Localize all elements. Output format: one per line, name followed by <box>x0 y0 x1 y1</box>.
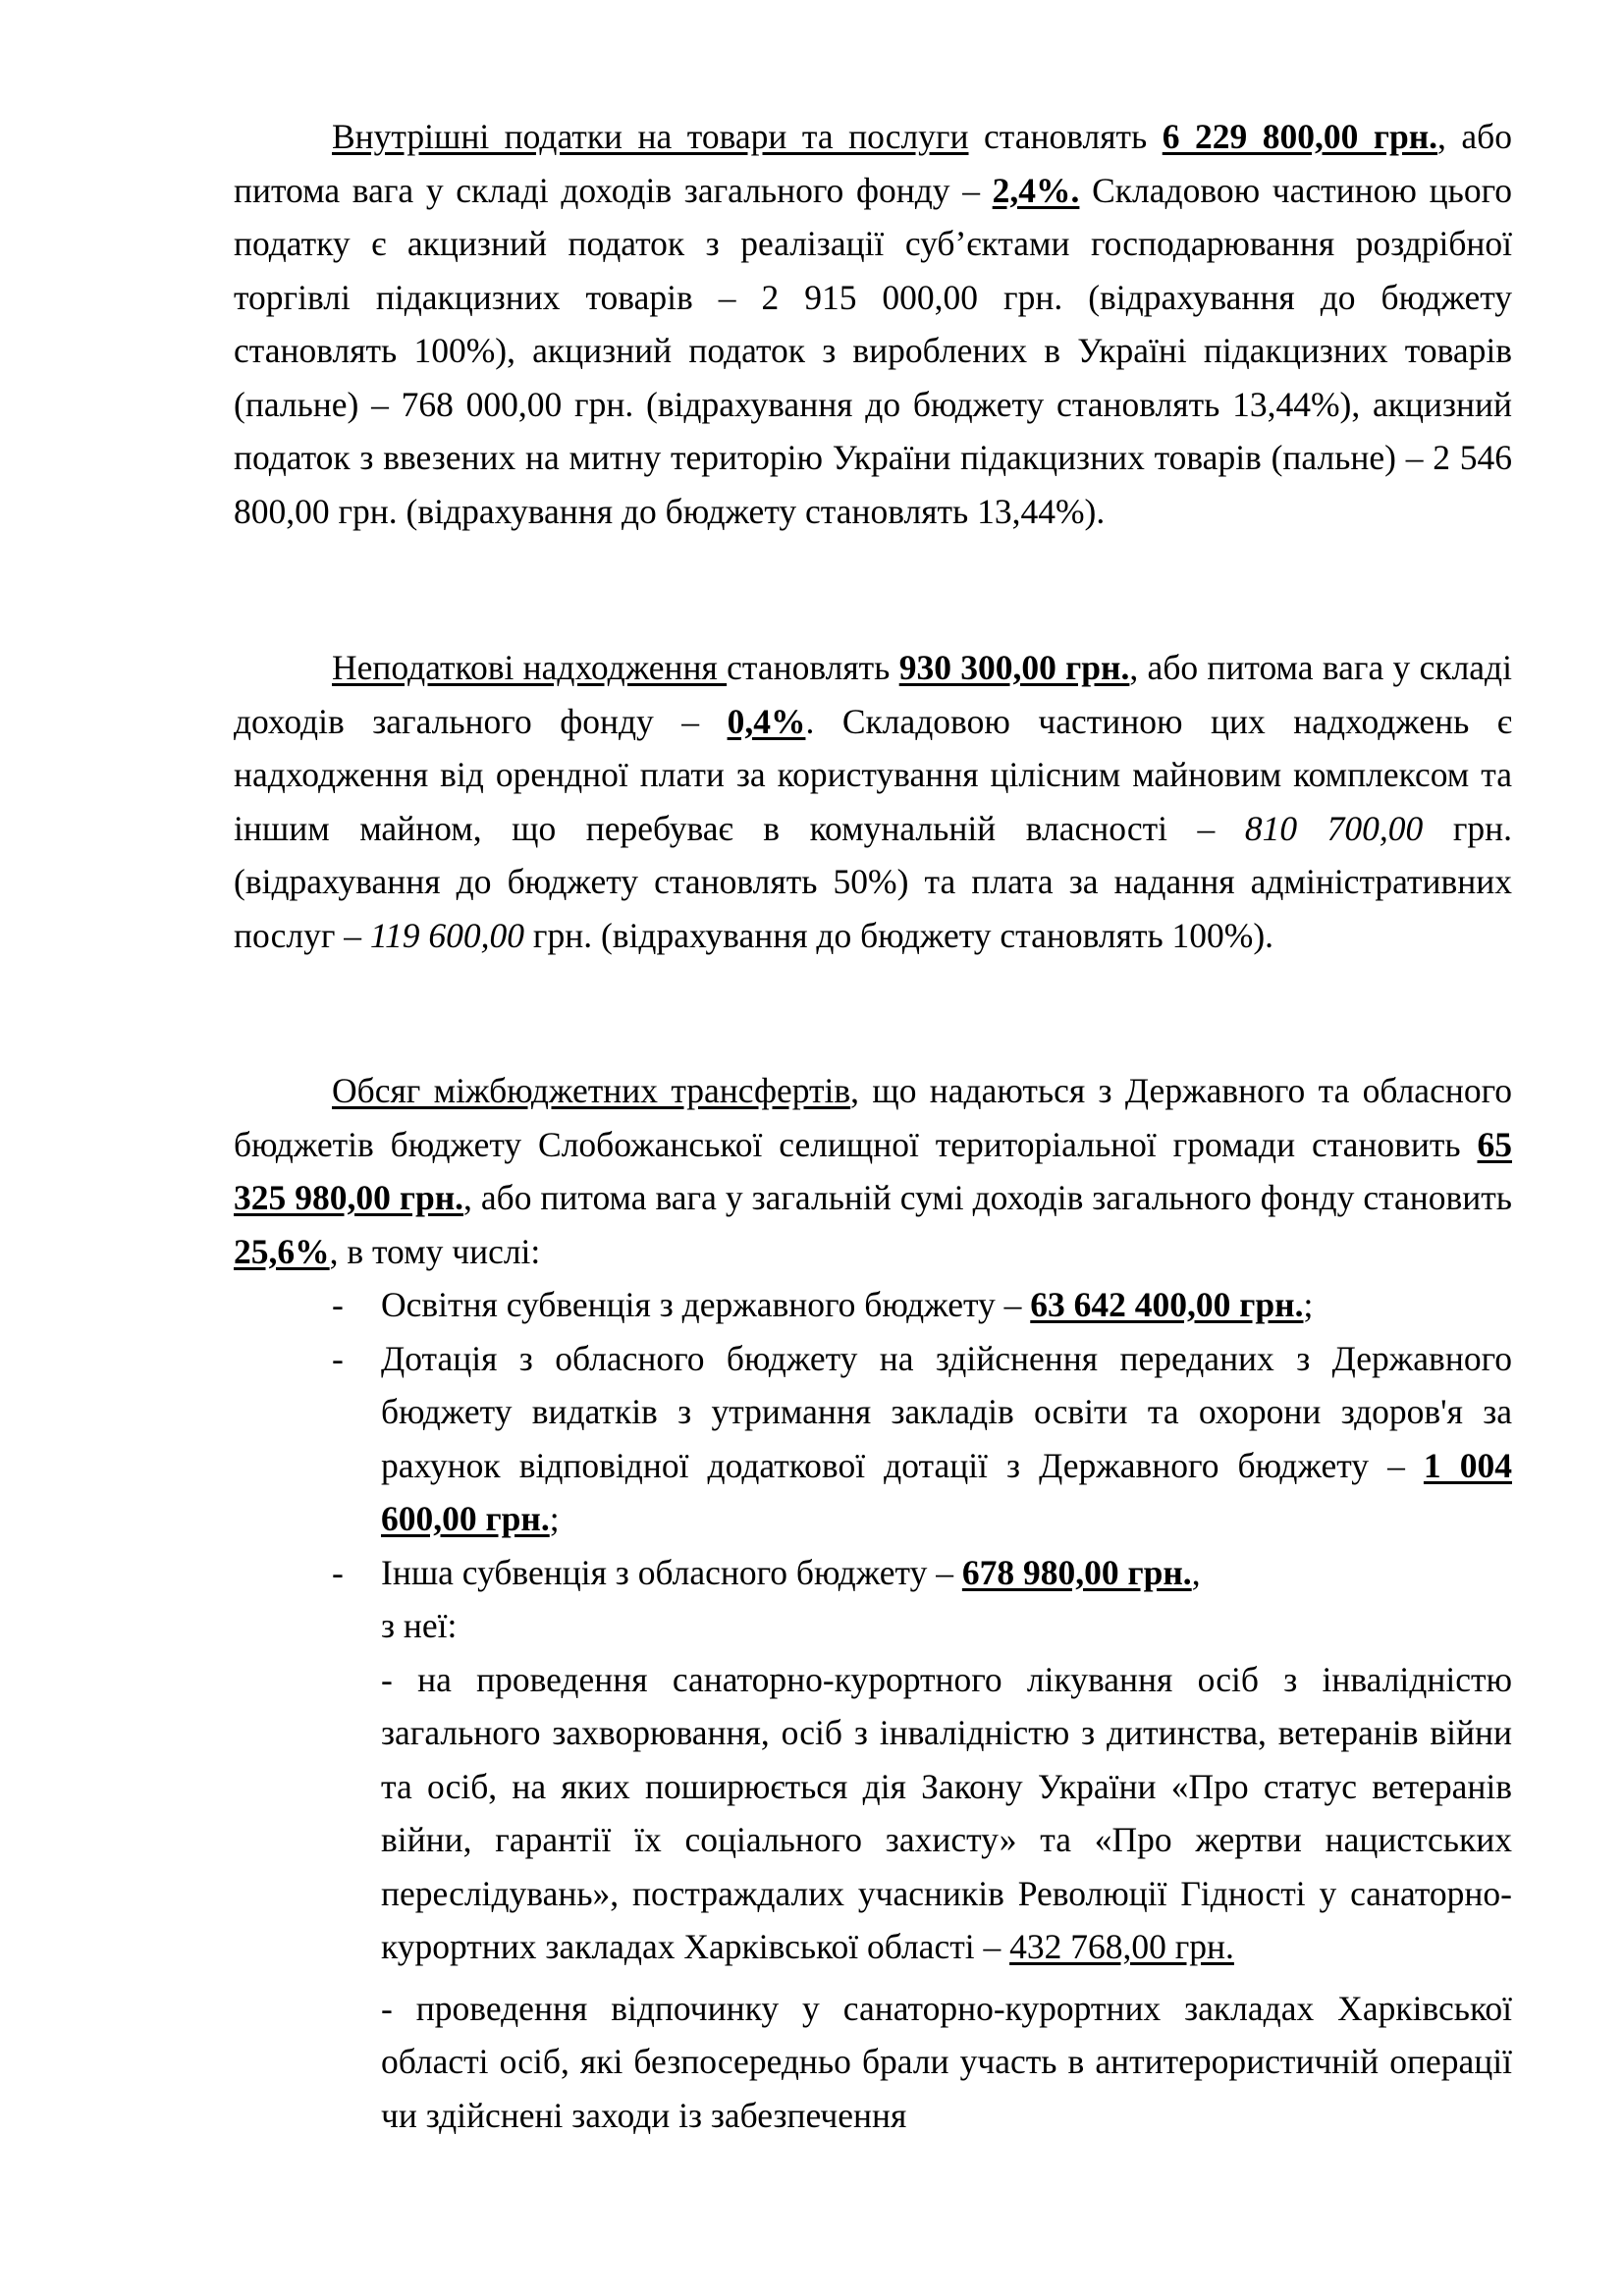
list-item-education-subvention: - Освітня субвенція з державного бюджету – 63 642 400,00 грн.; <box>234 1278 1512 1332</box>
transfers-amount: 65 325 980,00 грн. <box>234 1124 1512 1217</box>
list-item-regional-grant: - Дотація з обласного бюджету на здійснення переданих з Державного бюджету видатків з утримання закладів освіти та охорони здоров'я за рахунок відповідної додаткової дотації з Державного бюджету – 1 004 600,00 грн.; <box>234 1332 1512 1546</box>
breakdown-item-sanatorium-treatment: - на проведення санаторно-курортного лікування осіб з інвалідністю загального захворювання, осіб з інвалідністю з дитинства, ветеранів війни та осіб, на яких поширюється дія Закону України «Про статус ветеранів війни, гарантії їх соціального захисту» та «Про жертви нацистських переслідувань», постраждалих учасників Революції Гідності у санаторно-курортних закладах Харківської області – 432 768,00 грн. <box>381 1659 1512 1966</box>
list-dash: - <box>332 1552 344 1592</box>
transfers-heading: Обсяг міжбюджетних трансфертів <box>332 1071 851 1110</box>
breakdown-item-rest-ato: - проведення відпочинку у санаторно-курортних закладах Харківської області осіб, які безпосередньо брали участь в антитерористичній операції чи здійснені заходи із забезпечення <box>381 1988 1512 2135</box>
list-dash: - <box>332 1285 344 1324</box>
breakdown-intro: з неї: <box>381 1606 458 1645</box>
paragraph-transfers: Обсяг міжбюджетних трансфертів, що надаються з Державного та обласного бюджетів бюджету Слобожанської селищної територіальної громади становить 65 325 980,00 грн., або питома вага у загальній сумі доходів загального фонду становить 25,6%, в тому числі: <box>234 1071 1512 1271</box>
admin-services-amount: 119 600,00 <box>369 915 525 955</box>
internal-taxes-amount: 6 229 800,00 грн. <box>1162 117 1438 156</box>
non-tax-heading: Неподаткові надходження <box>332 648 728 687</box>
paragraph-internal-taxes: Внутрішні податки на товари та послуги становлять 6 229 800,00 грн., або питома вага у складі доходів загального фонду – 2,4%. Складовою частиною цього податку є акцизний податок з реалізації суб’єктами господарювання роздрібної торгівлі підакцизних товарів – 2 915 000,00 грн. (відрахування до бюджету становлять 100%), акцизний податок з вироблених в Україні підакцизних товарів (пальне) – 768 000,00 грн. (відрахування до бюджету становлять 13,44%), акцизний податок з ввезених на митну територію України підакцизних товарів (пальне) – 2 546 800,00 грн. (відрахування до бюджету становлять 13,44%). <box>234 117 1513 531</box>
transfers-share: 25,6% <box>234 1231 330 1271</box>
paragraph-non-tax-revenue: Неподаткові надходження становлять 930 300,00 грн., або питома вага у складі доходів загального фонду – 0,4%. Складовою частиною цих надходжень є надходження від орендної плати за користування цілісним майновим комплексом та іншим майном, що перебуває в комунальній власності – 810 700,00 грн. (відрахування до бюджету становлять 50%) та плата за надання адміністративних послуг – 119 600,00 грн. (відрахування до бюджету становлять 100%). <box>234 648 1513 955</box>
internal-taxes-share: 2,4%. <box>992 170 1080 210</box>
regional-grant-amount: 1 004 600,00 грн. <box>381 1445 1512 1538</box>
list-dash: - <box>332 1338 344 1378</box>
other-subvention-breakdown <box>234 1599 1512 2142</box>
non-tax-share: 0,4% <box>727 701 806 741</box>
list-item-other-subvention: - Інша субвенція з обласного бюджету – 678 980,00 грн., <box>234 1546 1512 1600</box>
education-subvention-amount: 63 642 400,00 грн. <box>1030 1285 1304 1324</box>
sanatorium-treatment-amount: 432 768,00 грн. <box>1009 1927 1234 1966</box>
other-subvention-amount: 678 980,00 грн. <box>961 1552 1192 1592</box>
rent-amount: 810 700,00 <box>1244 808 1424 848</box>
transfers-list <box>234 1278 1512 2142</box>
non-tax-amount: 930 300,00 грн. <box>898 648 1130 687</box>
internal-taxes-heading: Внутрішні податки на товари та послуги <box>332 117 969 156</box>
